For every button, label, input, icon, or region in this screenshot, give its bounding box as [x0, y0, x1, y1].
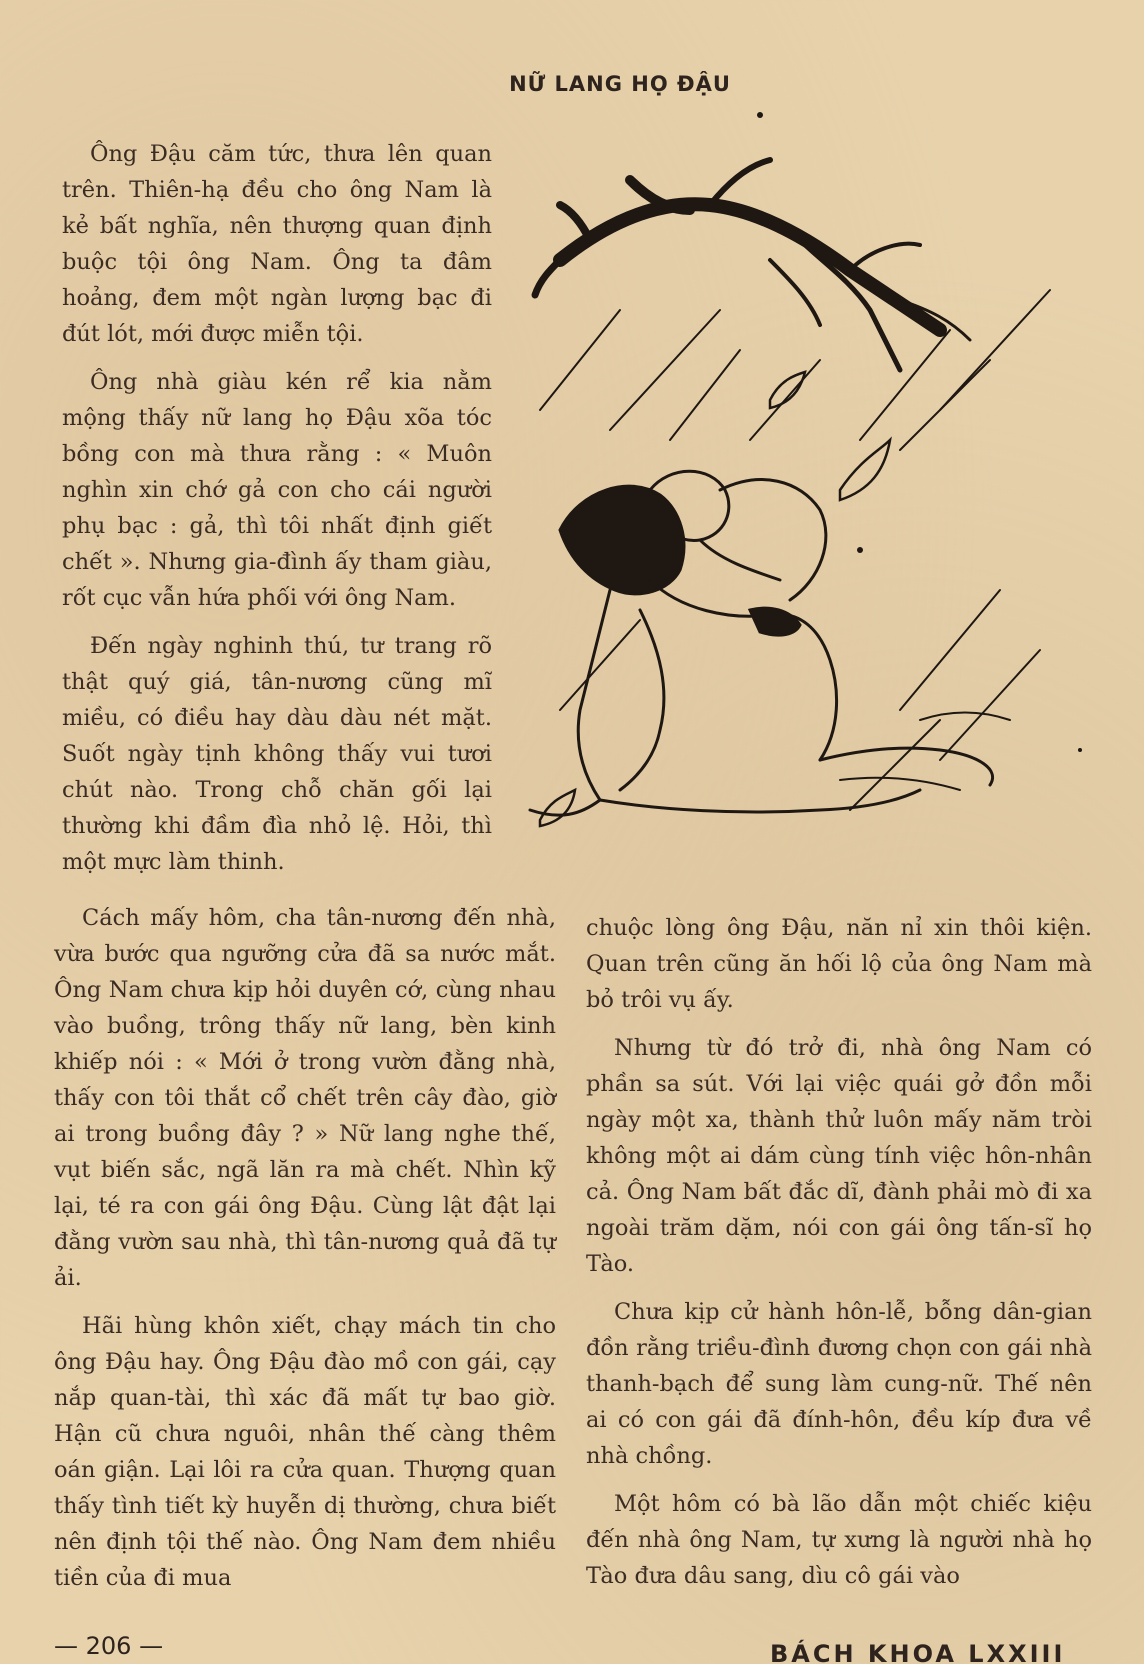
branch — [560, 204, 940, 330]
running-title: NỮ LANG HỌ ĐẬU — [509, 72, 731, 96]
paragraph: Nhưng từ đó trở đi, nhà ông Nam có phần sa sút. Với lại việc quái gở đồn mỗi ngày một xa, thành thử luôn mấy năm tròi không một ai dám cùng tính việc hôn-nhân cả. Ông Nam bất đắc dĩ, đành phải mò đi xa ngoài trăm dặm, nói con gái ông tấn-sĩ họ Tào. — [586, 1035, 1092, 1277]
text-column-right — [586, 910, 1092, 1606]
leaf — [840, 440, 890, 500]
paragraph: Cách mấy hôm, cha tân-nương đến nhà, vừa bước qua ngưỡng cửa đã sa nước mắt. Ông Nam chưa kịp hỏi duyên cớ, cùng nhau vào buồng, trông thấy nữ lang, bèn kinh khiếp nói : « Mới ở trong vườn đằng nhà, thấy con tôi thắt cổ chết trên cây đào, giờ ai trong buồng đây ? » Nữ lang nghe thế, vụt biến sắc, ngã lăn ra mà chết. Nhìn kỹ lại, té ra con gái ông Đậu. Cùng lật đật lại đằng vườn sau nhà, thì tân-nương quả đã tự ải. — [54, 905, 556, 1291]
paragraph: chuộc lòng ông Đậu, năn nỉ xin thôi kiện. Quan trên cũng ăn hối lộ của ông Nam mà bỏ trôi vụ ấy. — [586, 915, 1092, 1013]
paragraph: Ông Đậu căm tức, thưa lên quan trên. Thiên-hạ đều cho ông Nam là kẻ bất nghĩa, nên thượng quan định buộc tội ông Nam. Ông ta đâm hoảng, đem một ngàn lượng bạc đi đút lót, mới được miễn tội. — [62, 141, 492, 347]
page-number: — 206 — — [54, 1632, 164, 1660]
mother-hair — [560, 486, 684, 594]
mother-robe — [578, 590, 610, 800]
leaf — [770, 372, 805, 408]
text-column-top-left — [62, 136, 492, 892]
paragraph: Đến ngày nghinh thú, tư trang rõ thật quý giá, tân-nương cũng mĩ miều, có điều hay dàu dàu nét mặt. Suốt ngày tịnh không thấy vui tươi chút nào. Trong chỗ chăn gối lại thường khi đầm đìa nhỏ lệ. Hỏi, thì một mực làm thinh. — [62, 633, 492, 875]
paragraph: Hãi hùng khôn xiết, chạy mách tin cho ông Đậu hay. Ông Đậu đào mồ con gái, cạy nắp quan-tài, thì xác đã mất tự bao giờ. Hận cũ chưa nguôi, nhân thế càng thêm oán giận. Lại lôi ra cửa quan. Thượng quan thấy tình tiết kỳ huyễn dị thường, chưa biết nên định tội thế nào. Ông Nam đem nhiều tiền của đi mua — [54, 1313, 556, 1591]
magazine-footer: BÁCH KHOA LXXIII — [770, 1640, 1066, 1664]
paragraph: Một hôm có bà lão dẫn một chiếc kiệu đến nhà ông Nam, tự xưng là người nhà họ Tào đưa dâu sang, dìu cô gái vào — [586, 1491, 1092, 1589]
text-column-bottom-left — [54, 900, 556, 1608]
ink-illustration — [520, 110, 1100, 870]
paragraph: Chưa kịp cử hành hôn-lễ, bỗng dân-gian đồn rằng triều-đình đương chọn con gái nhà thanh-bạch để sung làm cung-nữ. Thế nên ai có con gái đã đính-hôn, đều kíp đưa về nhà chồng. — [586, 1299, 1092, 1469]
paragraph: Ông nhà giàu kén rể kia nằm mộng thấy nữ lang họ Đậu xõa tóc bồng con mà thưa rằng : « Muôn nghìn xin chớ gả con cho cái người phụ bạc : gả, thì tôi nhất định giết chết ». Nhưng gia-đình ấy tham giàu, rốt cục vẫn hứa phối với ông Nam. — [62, 369, 492, 611]
leaf — [540, 790, 575, 826]
